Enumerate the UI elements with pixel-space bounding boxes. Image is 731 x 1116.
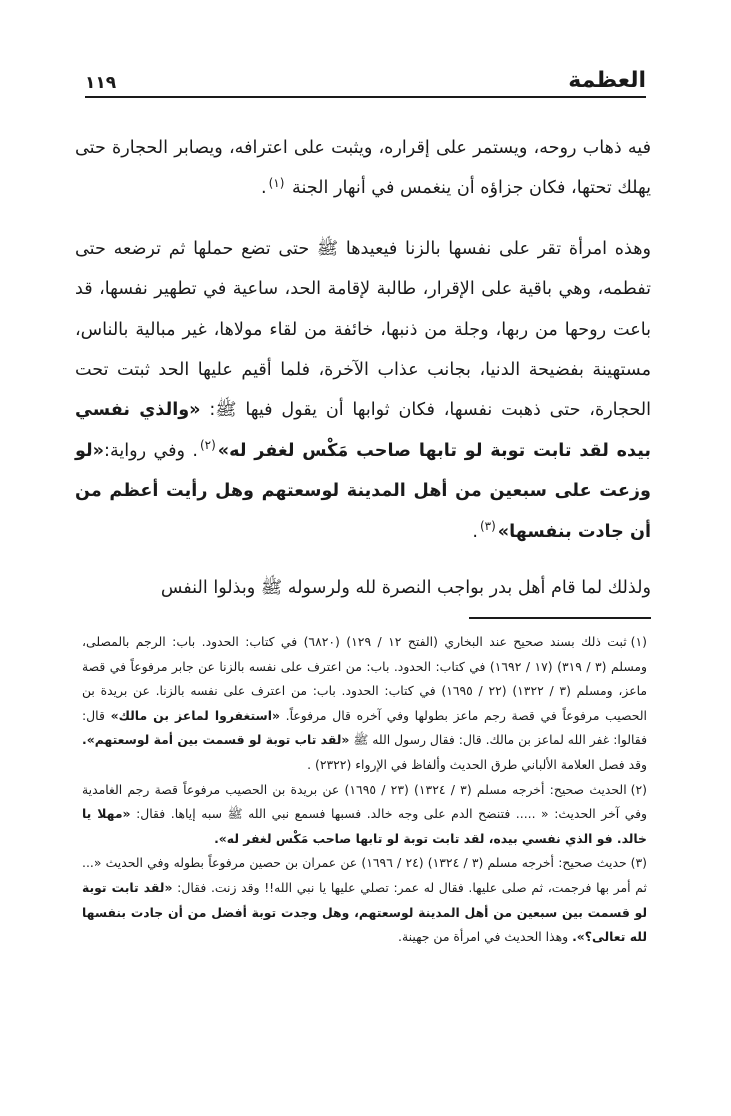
page-header xyxy=(85,58,646,98)
footnote-ref-1: (١) xyxy=(268,175,285,190)
footnote-3-text-2: وهذا الحديث في امرأة من جهينة. xyxy=(398,929,569,945)
footnotes xyxy=(82,630,647,950)
paragraph-2-end: . xyxy=(472,521,478,542)
footnote-3-quote: «لقد تابت توبة لو قسمت بين سبعين من أهل المدينة لوسعتهم، وهل وجدت توبة أفضل من أن جادت بنفسها لله تعالى؟». xyxy=(82,879,647,945)
footnote-3 xyxy=(82,851,647,949)
paragraph-2-mid: . وفي رواية: xyxy=(104,440,198,461)
page-number: ١١٩ xyxy=(85,73,117,93)
footnote-ref-3: (٣) xyxy=(479,518,496,533)
paragraph-2 xyxy=(75,229,651,552)
footnote-2-quote: «مهلا يا خالد. فو الذي نفسي بيده، لقد تابت توبة لو تابها صاحب مَكْس لغفر له». xyxy=(82,806,647,846)
paragraph-3: ولذلك لما قام أهل بدر بواجب النصرة لله ولرسوله ﷺ وبذلوا النفس xyxy=(160,578,651,599)
footnote-1-quote-1: «استغفروا لماعز بن مالك» xyxy=(110,707,280,723)
footnote-2 xyxy=(82,778,647,852)
footnote-1-text: ثبت ذلك بسند صحيح عند البخاري (الفتح ١٢ / ١٢٩) (٦٨٢٠) في كتاب: الحدود. باب: الرجم بالمصلى، ومسلم (٣ / ٣١٩) (١٧ / ١٦٩٢) في كتاب: الحدود. باب: من اعترف على نفسه بالزنا عن جابر مرفوعاً في قصة ماعز، ومسلم (٣ / ١٣٢٢) (٢٢ / ١٦٩٥) في كتاب: الحدود. باب: من اعترف على نفسه بالزنا. عن بريدة بن الحصيب مرفوعاً في قصة رجم ماعز بطولها وفي آخره قال مرفوعاً. xyxy=(82,634,648,723)
paragraph-1 xyxy=(75,128,651,209)
footnote-3-number: (٣) xyxy=(630,855,647,871)
hadith-quote-1: «والذي نفسي بيده لقد تابت توبة لو تابها صاحب مَكْس لغفر له» xyxy=(75,400,651,461)
hadith-quote-2: «لو وزعت على سبعين من أهل المدينة لوسعتهم وهل رأيت أعظم من أن جادت بنفسها» xyxy=(75,440,651,542)
running-head: العظمة xyxy=(568,68,646,93)
paragraph-1-end: . xyxy=(261,178,267,199)
footnote-separator xyxy=(469,617,651,619)
paragraph-1-text: فيه ذهاب روحه، ويستمر على إقراره، ويثبت على اعترافه، ويصابر الحجارة حتى يهلك تحتها، فكان جزاؤه أن ينغمس في أنهار الجنة xyxy=(75,138,651,199)
footnote-ref-2: (٢) xyxy=(199,437,216,452)
footnote-1-number: (١) xyxy=(630,634,647,649)
main-text xyxy=(75,128,651,608)
footnote-2-text: الحديث صحيح: أخرجه مسلم (٣ / ١٣٢٤) (٢٣ / ١٦٩٥) عن بريدة بن الحصيب مرفوعاً قصة رجم الغامدية وفي آخر الحديث: « ..... فتنضح الدم على وجه خالد. فسبها فسمع نبي الله ﷺ سبه إياها. فقال: xyxy=(82,781,647,822)
footnote-2-number: (٢) xyxy=(630,781,647,797)
footnote-1-note: وقد فصل العلامة الألباني طرق الحديث وألفاظ في الإرواء (٢٣٢٢) . xyxy=(307,756,647,772)
footnote-1 xyxy=(82,630,647,778)
footnote-1-text-2: قال: فقالوا: غفر الله لماعز بن مالك. قال: فقال رسول الله ﷺ xyxy=(82,707,647,748)
paragraph-2-text: وهذه امرأة تقر على نفسها بالزنا فيعيدها ﷺ حتى تضع حملها ثم ترضعه حتى تفطمه، وهي باقية على الإقرار، طالبة لإقامة الحد، ساعية في تطهير نفسها، قد باعت روحها من ربها، وجلة من ذنبها، خائفة من لقاء مولاها، غير مبالية بالناس، مستهينة بفضيحة الدنيا، بجانب عذاب الآخرة، فلما أقيم عليها الحد ثبتت تحت الحجارة، حتى ذهبت نفسها، فكان ثوابها أن يقول فيها ﷺ: xyxy=(75,238,652,421)
footnote-1-quote-2: «لقد تاب توبة لو قسمت بين أمة لوسعتهم». xyxy=(82,732,350,748)
footnote-3-text: حديث صحيح: أخرجه مسلم (٣ / ١٣٢٤) (٢٤ / ١٦٩٦) عن عمران بن حصين مرفوعاً بطوله وفي الحديث «... ثم أمر بها فرجمت، ثم صلى عليها. فقال له عمر: تصلي عليها يا نبي الله!! وقد زنت. فقال: xyxy=(82,855,647,895)
